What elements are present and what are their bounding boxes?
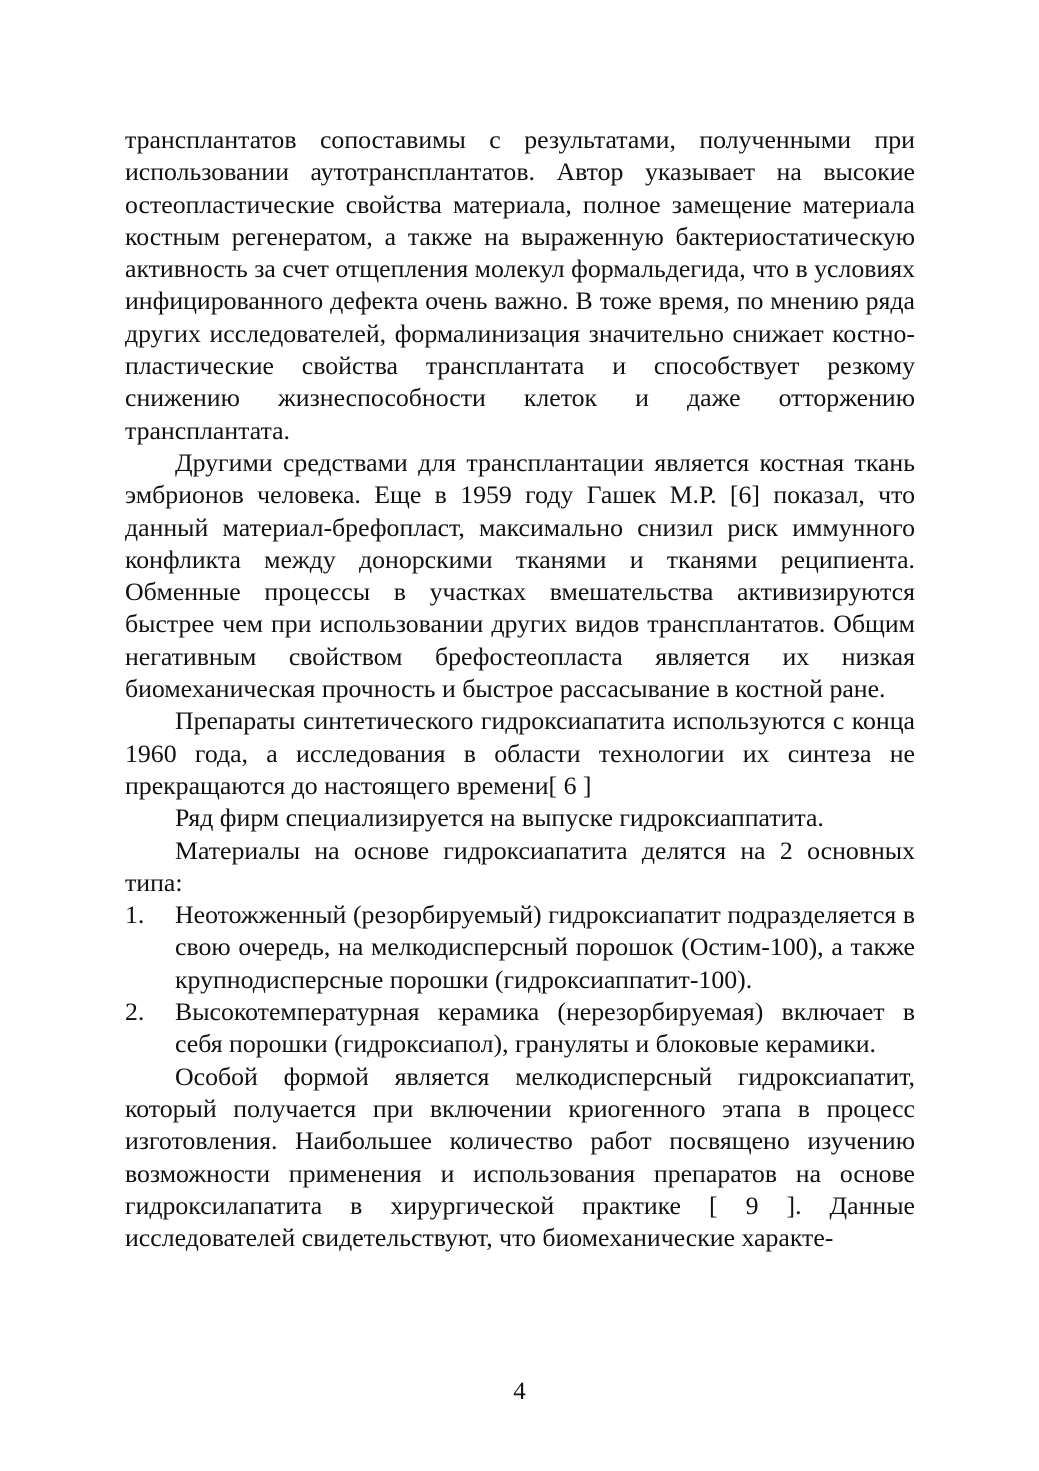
paragraph-6: Особой формой является мелкодисперсный гидроксиапатит, который получается при включении криогенного этапа в процесс изготовления. Наибольшее количество работ посвящено изучению возможности применения и использования препаратов на основе гидроксилапатита в хирургической практике [ 9 ]. Данные исследователей свидетельствуют, что биомеханические характе-: [125, 1061, 915, 1253]
paragraph-4: Ряд фирм специализируется на выпуске гидроксиаппатита.: [175, 803, 824, 833]
paragraph-3: Препараты синтетического гидроксиапатита используются с конца 1960 года, а исследования в области технологии их синтеза не прекращаются до настоящего времени[ 6 ]: [125, 706, 915, 800]
list-item-number: 2.: [125, 997, 145, 1027]
paragraph-5: Материалы на основе гидроксиапатита делятся на 2 основных типа:: [125, 835, 915, 897]
paragraph-2: Другими средствами для трансплантации является костная ткань эмбрионов человека. Еще в 1959 году Гашек М.Р. [6] показал, что данный материал-брефопласт, максимально снизил риск иммунного конфликта между донорскими тканями и тканями реципиента. Обменные процессы в участках вмешательства активизируются быстрее чем при использовании других видов трансплантатов. Общим негативным свойством брефостеопласта является их низкая биомеханическая прочность и быстрое рассасывание в костной ране.: [125, 447, 915, 704]
paragraph-1: трансплантатов сопоставимы с результатами, полученными при использовании аутотрансплантатов. Автор указывает на высокие остеопластические свойства материала, полное замещение материала костным регенератом, а также на выраженную бактериостатическую активность за счет отщепления молекул формальдегида, что в условиях инфицированного дефекта очень важно. В тоже время, по мнению ряда других исследователей, формалинизация значительно снижает костно-пластические свойства трансплантата и способствует резкому снижению жизнеспособности клеток и даже отторжению трансплантата.: [125, 125, 915, 445]
list-item-text: Неотожженный (резорбируемый) гидроксиапатит подразделяется в свою очередь, на мелкодисперсный порошок (Остим-100), а также крупнодисперсные порошки (гидроксиаппатит-100).: [175, 900, 915, 994]
body-text: [125, 124, 915, 1254]
numbered-list: [125, 899, 915, 1060]
list-item-number: 1.: [125, 900, 145, 930]
list-item: [125, 996, 915, 1061]
page-number: 4: [513, 1378, 526, 1405]
list-item-text: Высокотемпературная керамика (нерезорбируемая) включает в себя порошки (гидроксиапол), грануляты и блоковые керамики.: [175, 997, 915, 1059]
list-item: [125, 899, 915, 996]
